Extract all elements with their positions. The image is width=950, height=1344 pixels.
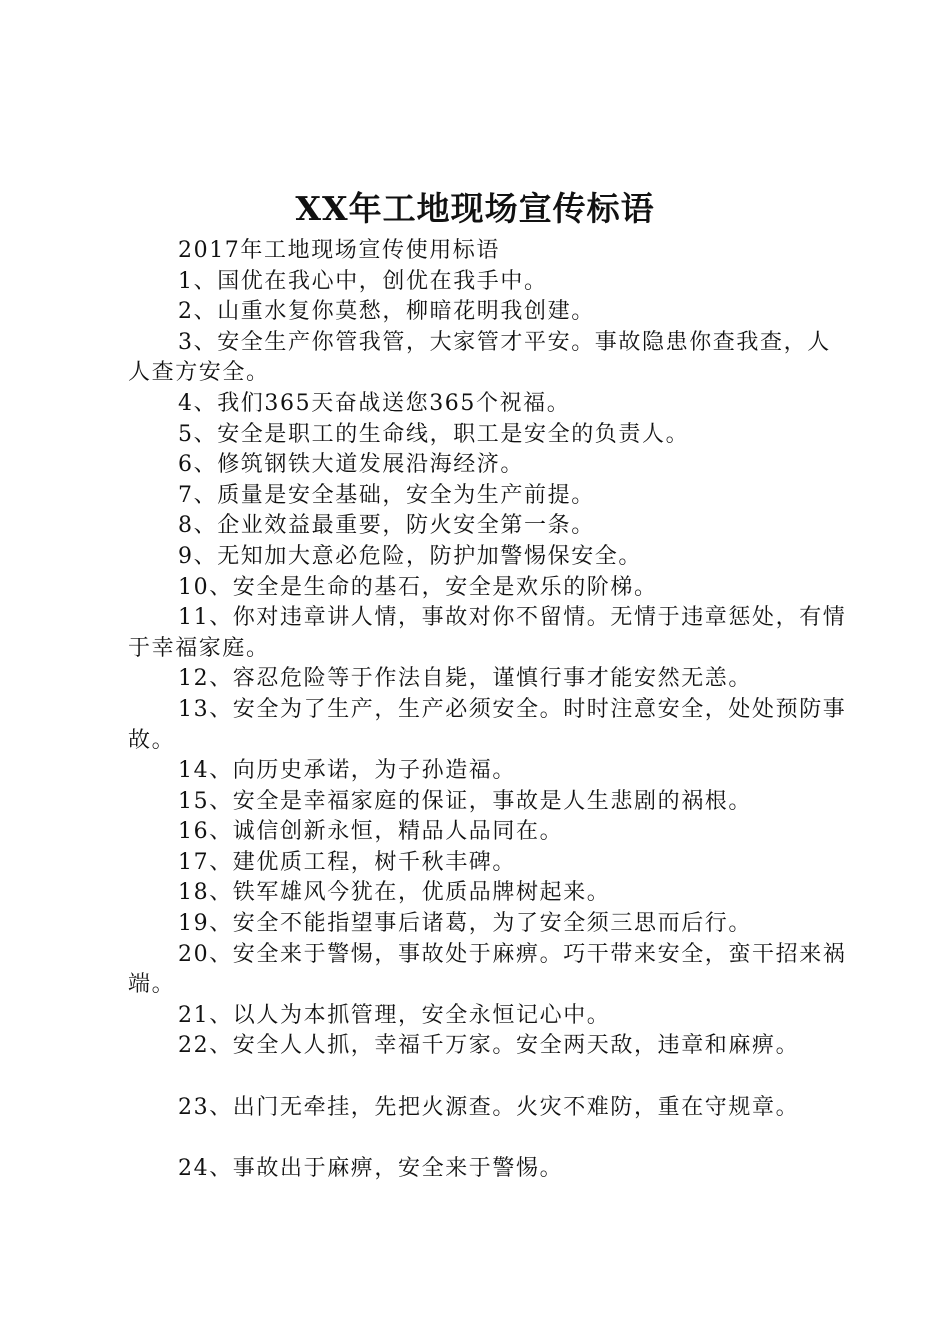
slogan-item: 15、安全是幸福家庭的保证，事故是人生悲剧的祸根。 xyxy=(178,788,752,814)
slogan-item: 12、容忍危险等于作法自毙，谨慎行事才能安然无恙。 xyxy=(178,666,752,692)
slogan-item: 17、建优质工程，树千秋丰碑。 xyxy=(178,849,516,875)
slogan-item: 2、山重水复你莫愁，柳暗花明我创建。 xyxy=(178,299,595,325)
document-body xyxy=(128,236,848,1184)
slogan-item: 4、我们365天奋战送您365个祝福。 xyxy=(178,390,571,416)
slogan-item: 21、以人为本抓管理，安全永恒记心中。 xyxy=(178,1002,611,1028)
slogan-item: 24、事故出于麻痹，安全来于警惕。 xyxy=(178,1155,564,1181)
slogan-item: 11、你对违章讲人情，事故对你不留情。无情于违章惩处，有情于幸福家庭。 xyxy=(128,605,847,661)
slogan-item: 6、修筑钢铁大道发展沿海经济。 xyxy=(178,452,524,478)
slogan-item: 13、安全为了生产，生产必须安全。时时注意安全，处处预防事故。 xyxy=(128,696,847,753)
slogan-item: 14、向历史承诺，为子孙造福。 xyxy=(178,758,516,784)
document-title: XX年工地现场宣传标语 xyxy=(295,189,655,228)
slogan-item: 3、安全生产你管我管，大家管才平安。事故隐患你查我查，人人查方安全。 xyxy=(128,329,831,386)
slogan-item: 7、质量是安全基础，安全为生产前提。 xyxy=(178,482,595,508)
slogan-item: 19、安全不能指望事后诸葛，为了安全须三思而后行。 xyxy=(178,911,752,937)
slogan-item: 23、出门无牵挂，先把火源查。火灾不难防，重在守规章。 xyxy=(178,1094,800,1120)
paragraph-gap xyxy=(128,1062,848,1093)
slogan-item: 8、企业效益最重要，防火安全第一条。 xyxy=(178,513,595,539)
slogan-item: 9、无知加大意必危险，防护加警惕保安全。 xyxy=(178,543,642,569)
slogan-item: 16、诚信创新永恒，精品人品同在。 xyxy=(178,819,564,845)
slogan-item: 1、国优在我心中，创优在我手中。 xyxy=(178,268,548,294)
slogan-item: 22、安全人人抓，幸福千万家。安全两天敌，违章和麻痹。 xyxy=(178,1033,800,1059)
slogan-item: 20、安全来于警惕，事故处于麻痹。巧干带来安全，蛮干招来祸端。 xyxy=(128,941,847,998)
paragraph-gap xyxy=(128,1123,848,1154)
slogan-item: 5、安全是职工的生命线，职工是安全的负责人。 xyxy=(178,421,690,447)
slogan-item: 18、铁军雄风今犹在，优质品牌树起来。 xyxy=(178,880,611,906)
slogan-item: 10、安全是生命的基石，安全是欢乐的阶梯。 xyxy=(178,574,658,600)
document-subtitle: 2017年工地现场宣传使用标语 xyxy=(178,238,500,263)
